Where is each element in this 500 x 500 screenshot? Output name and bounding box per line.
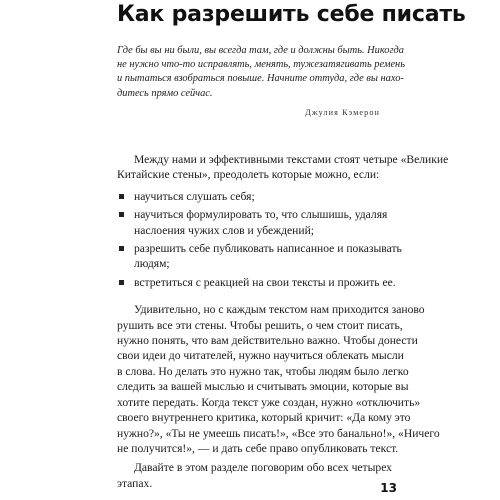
text-line: в слова. Но делать это нужно так, чтобы людям было легко xyxy=(117,364,409,378)
text-line: рушить все эти стены. Чтобы решить, о чем стоит писать, xyxy=(117,318,403,332)
epigraph xyxy=(117,44,405,101)
bullet-item xyxy=(117,241,402,272)
text-line: своего внутреннего критика, который кричит: «Да кому это xyxy=(117,411,411,425)
text-line: разрешить себе публиковать написанное и показывать xyxy=(134,242,402,256)
text-line: встретиться с реакцией на свои тексты и прожить ее. xyxy=(134,275,396,289)
text-line: нужно понять, что вам действительно важно. Чтобы донести xyxy=(117,334,418,348)
chapter-title: Как разрешить себе писать xyxy=(117,2,466,27)
main-paragraph xyxy=(117,302,440,456)
intro-paragraph xyxy=(117,152,449,183)
bullet-item xyxy=(117,275,396,290)
epigraph-line: и пытаться взобраться повыше. Начните оттуда, где вы нахо- xyxy=(117,73,404,85)
text-line: хотите передать. Когда текст уже создан, нужно «отключить» xyxy=(117,395,421,409)
bullet-marker-icon xyxy=(119,212,124,217)
page-number: 13 xyxy=(380,481,397,495)
epigraph-author: Джулия Кэмерон xyxy=(305,108,380,117)
bullet-marker-icon xyxy=(119,280,124,285)
text-line: не получится!», — и дать себе право опубликовать текст. xyxy=(117,441,399,455)
bullet-item xyxy=(117,207,388,238)
text-line: научиться слушать себя; xyxy=(134,189,255,203)
text-line: людям; xyxy=(134,257,170,271)
epigraph-line: Где бы вы ни были, вы всегда там, где и должны быть. Никогда xyxy=(117,45,404,56)
text-line: Давайте в этом разделе поговорим обо всех четырех xyxy=(134,461,392,475)
text-line: научиться формулировать то, что слышишь, удаляя xyxy=(134,208,388,222)
text-line: Между нами и эффективными текстами стоят четыре «Великие xyxy=(134,153,449,166)
text-line: этапах. xyxy=(117,476,153,490)
text-line: наслоения чужих слов и убеждений; xyxy=(134,223,315,237)
epigraph-line: дитесь прямо сейчас. xyxy=(117,87,213,99)
epigraph-line: не нужно что-то исправлять, менять, тужезатягивать ремень xyxy=(117,59,405,71)
bullet-marker-icon xyxy=(119,194,124,199)
text-line: Удивительно, но с каждым текстом нам приходится заново xyxy=(134,303,425,317)
text-line: свои идеи до читателей, нужно научиться облекать мысли xyxy=(117,349,404,363)
text-line: нужно?», «Ты не умеешь писать!», «Все это банально!», «Ничего xyxy=(117,426,440,440)
bullet-list xyxy=(117,189,402,290)
bullet-marker-icon xyxy=(119,246,124,251)
text-line: Китайские стены», преодолеть которые можно, если: xyxy=(117,168,380,182)
text-line: следить за вашей мыслью и считывать эмоции, которые вы xyxy=(117,380,409,394)
bullet-item xyxy=(117,189,380,204)
